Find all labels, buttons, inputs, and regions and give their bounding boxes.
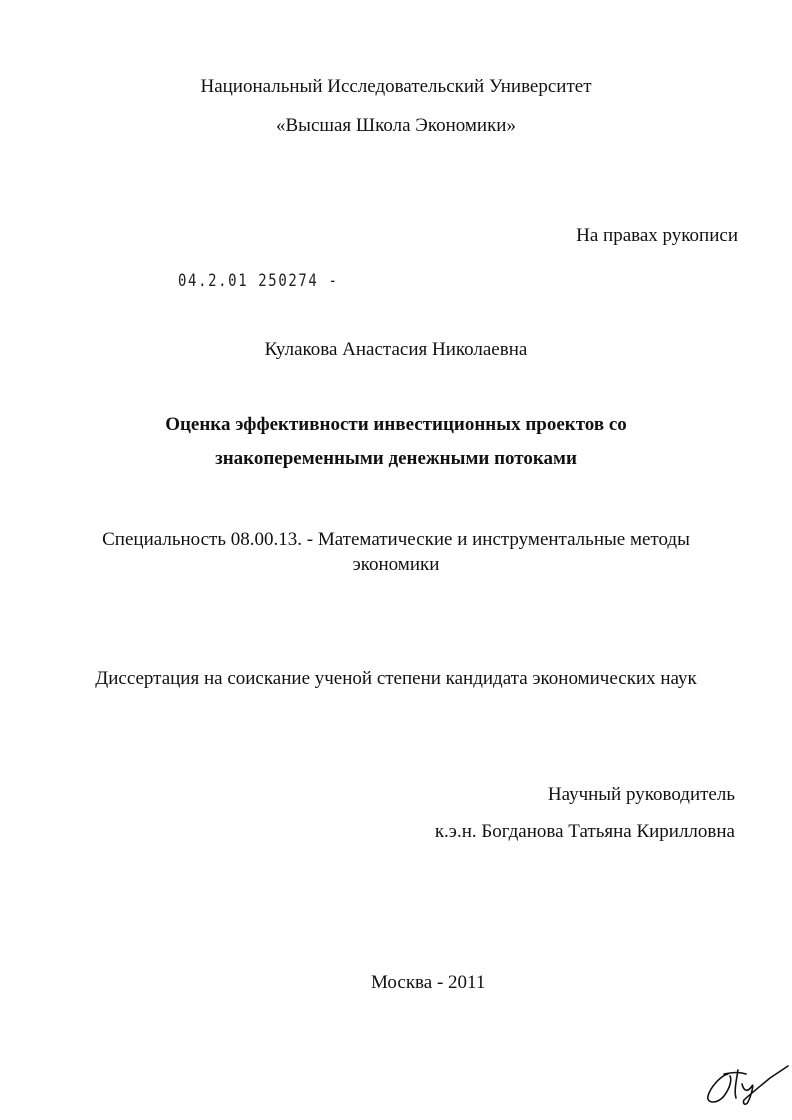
city-year: Москва - 2011 <box>371 972 486 993</box>
thesis-title-line2: знакопеременными денежными потоками <box>215 448 577 469</box>
thesis-title-line1: Оценка эффективности инвестиционных проектов со <box>165 414 627 435</box>
degree-statement: Диссертация на соискание ученой степени кандидата экономических наук <box>95 668 697 689</box>
supervisor-label: Научный руководитель <box>547 784 735 805</box>
rights-note: На правах рукописи <box>576 225 738 246</box>
archive-stamp-number: 04.2.01 250274 - <box>178 271 339 291</box>
supervisor-name: к.э.н. Богданова Татьяна Кирилловна <box>434 821 735 842</box>
university-name: Национальный Исследовательский Университет <box>200 76 592 97</box>
specialty-line1: Специальность 08.00.13. - Математические и инструментальные методы <box>102 529 690 550</box>
author-name: Кулакова Анастасия Николаевна <box>264 339 528 360</box>
school-name: «Высшая Школа Экономики» <box>276 115 516 136</box>
signature-icon <box>700 1058 790 1108</box>
specialty-line2: экономики <box>352 554 440 575</box>
